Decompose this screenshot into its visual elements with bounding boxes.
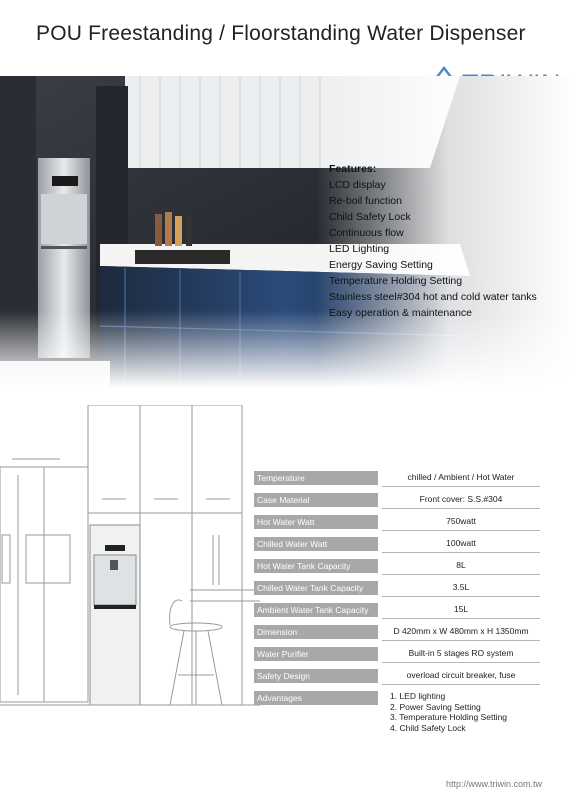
spec-row-advantages — [254, 688, 544, 733]
website-url: http://www.triwin.com.tw — [446, 779, 543, 789]
spec-value: Front cover: S.S.#304 — [382, 490, 540, 509]
spec-row — [254, 666, 544, 688]
advantage-item: 2. Power Saving Setting — [390, 701, 481, 712]
spec-value: chilled / Ambient / Hot Water — [382, 468, 540, 487]
feature-item: LED Lighting — [329, 243, 390, 255]
spec-label: Hot Water Watt — [254, 515, 378, 529]
advantage-item: 1. LED lighting — [390, 691, 446, 701]
spec-value: 100watt — [382, 534, 540, 553]
spec-value: 3.5L — [382, 578, 540, 597]
spec-value: Built-in 5 stages RO system — [382, 644, 540, 663]
spec-label: Advantages — [254, 691, 378, 705]
feature-item: LCD display — [329, 179, 386, 191]
spec-label: Chilled Water Watt — [254, 537, 378, 551]
spec-value: overload circuit breaker, fuse — [382, 666, 540, 685]
spec-label: Dimension — [254, 625, 378, 639]
spec-label: Temperature — [254, 471, 378, 485]
spec-label: Water Purifier — [254, 647, 378, 661]
spec-row — [254, 468, 544, 490]
spec-row — [254, 490, 544, 512]
feature-item: Easy operation & maintenance — [329, 307, 473, 319]
advantage-item: 4. Child Safety Lock — [390, 722, 466, 733]
features-heading: Features: — [329, 163, 377, 175]
spec-row — [254, 534, 544, 556]
feature-item: Child Safety Lock — [329, 211, 411, 223]
page-title: POU Freestanding / Floorstanding Water Dispenser — [36, 22, 526, 45]
spec-label: Safety Design — [254, 669, 378, 683]
spec-label: Hot Water Tank Capacity — [254, 559, 378, 573]
spec-label: Ambient Water Tank Capacity — [254, 603, 378, 617]
feature-item: Continuous flow — [329, 227, 404, 239]
feature-item: Energy Saving Setting — [329, 259, 433, 271]
spec-row — [254, 622, 544, 644]
line-sketch-illustration — [0, 405, 260, 760]
spec-label: Chilled Water Tank Capacity — [254, 581, 378, 595]
spec-value: 8L — [382, 556, 540, 575]
spec-value: 750watt — [382, 512, 540, 531]
advantage-item: 3. Temperature Holding Setting — [390, 712, 508, 722]
spec-row — [254, 644, 544, 666]
spec-row — [254, 600, 544, 622]
spec-row — [254, 512, 544, 534]
spec-row — [254, 556, 544, 578]
spec-value: 15L — [382, 600, 540, 619]
spec-table — [254, 468, 544, 733]
feature-item: Stainless steel#304 hot and cold water tanks — [329, 291, 537, 303]
feature-item: Temperature Holding Setting — [329, 275, 463, 287]
spec-value: D 420mm x W 480mm x H 1350mm — [382, 622, 540, 641]
feature-item: Re-boil function — [329, 195, 402, 207]
spec-row — [254, 578, 544, 600]
spec-label: Case Material — [254, 493, 378, 507]
features-list — [329, 161, 537, 321]
advantages-list — [382, 688, 540, 733]
